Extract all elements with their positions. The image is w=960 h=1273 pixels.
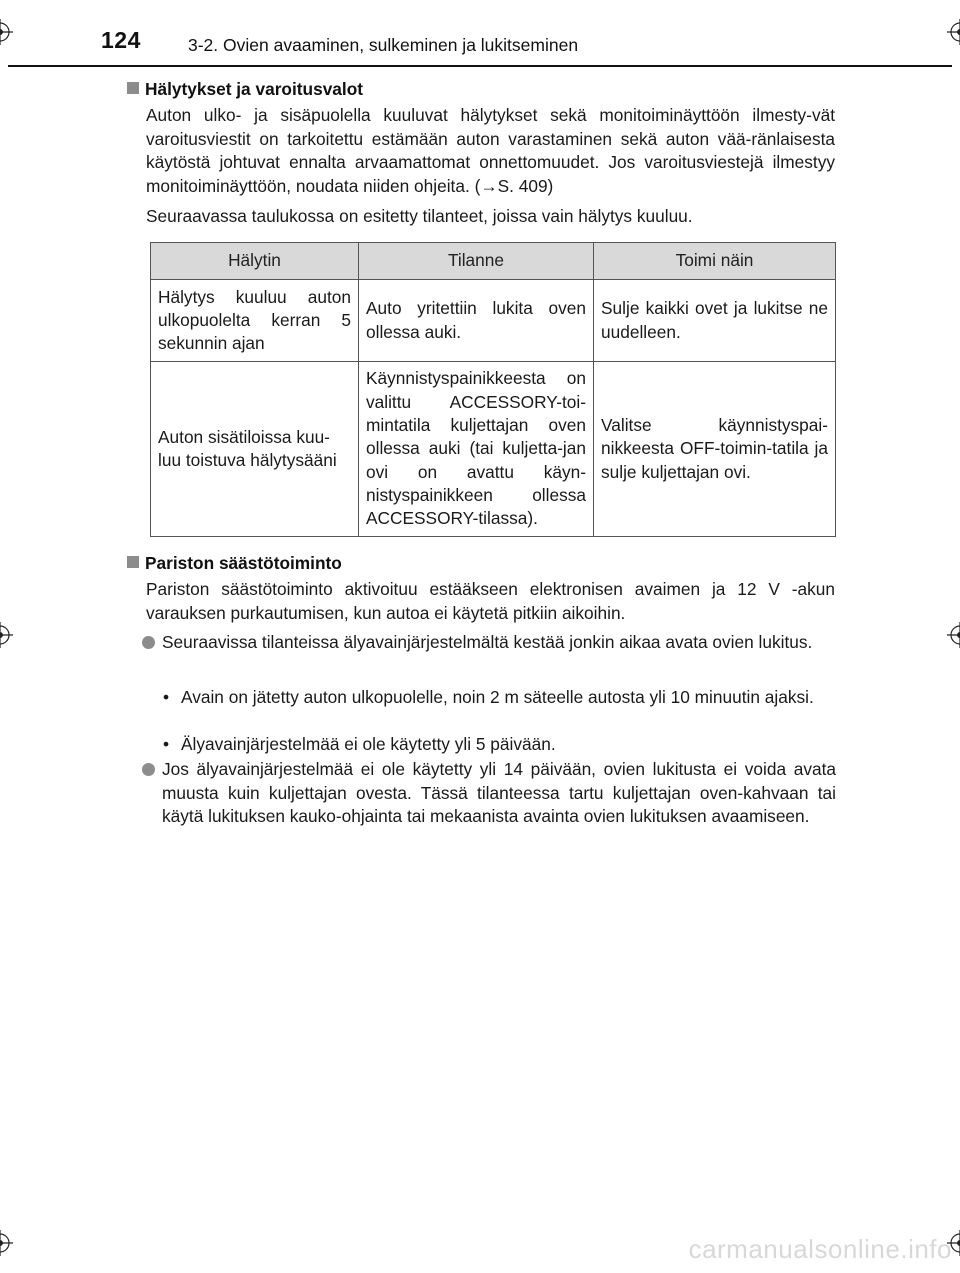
- section-heading-battery: [127, 553, 342, 574]
- registration-mark-icon: [947, 19, 960, 45]
- list-item: [142, 758, 836, 829]
- table-row: [151, 362, 836, 537]
- table-header-row: [151, 243, 836, 280]
- table-header-cell: Toimi näin: [594, 243, 836, 280]
- section-heading-alarms: [127, 79, 363, 100]
- bullet-marker: •: [163, 687, 170, 707]
- sub-list-item-text: Älyavainjärjestelmää ei ole käytetty yli 5 päivään.: [181, 734, 556, 754]
- bullet-marker: •: [163, 734, 170, 754]
- list-item-text: Jos älyavainjärjestelmää ei ole käytetty yli 14 päivään, ovien lukitusta ei voida avata muusta kuin kuljettajan ovesta. Tässä tilanteessa tartu kuljettajan oven-kahvaan tai käytä lukituksen kauko-ohjainta tai mekaanista avainta ovien lukituksen avaamiseen.: [162, 759, 836, 826]
- table-header-cell: Hälytin: [151, 243, 359, 280]
- table-cell: Hälytys kuuluu auton ulkopuolelta kerran 5 sekunnin ajan: [151, 280, 359, 362]
- page-number: 124: [101, 27, 141, 53]
- registration-mark-icon: [0, 19, 13, 45]
- list-item: [142, 631, 836, 655]
- registration-mark-icon: [947, 622, 960, 648]
- square-bullet-icon: [127, 556, 139, 568]
- table-intro-paragraph: Seuraavassa taulukossa on esitetty tilanteet, joissa vain hälytys kuuluu.: [146, 206, 693, 226]
- sub-list-item: [163, 733, 835, 757]
- circle-bullet-icon: [142, 763, 155, 776]
- table-cell: Valitse käynnistyspai-nikkeesta OFF-toimin-tatila ja sulje kuljettajan ovi.: [594, 362, 836, 537]
- section-heading-text: Hälytykset ja varoitusvalot: [145, 79, 364, 99]
- sub-list-item-text: Avain on jätetty auton ulkopuolelle, noin 2 m säteelle autosta yli 10 minuutin ajaksi.: [181, 687, 814, 707]
- table-cell: Sulje kaikki ovet ja lukitse ne uudelleen.: [594, 280, 836, 362]
- watermark: carmanualsonline.info: [688, 1234, 952, 1264]
- sub-list-item: [163, 686, 835, 710]
- table-cell: Käynnistyspainikkeesta on valittu ACCESSORY-toi-mintatila kuljettajan oven ollessa auki (tai kuljetta-jan ovi on avattu käyn-nistyspainikkeen ollessa ACCESSORY-tilassa).: [359, 362, 594, 537]
- chapter-title: 3-2. Ovien avaaminen, sulkeminen ja lukitseminen: [188, 35, 579, 55]
- alarm-table: [150, 242, 836, 537]
- circle-bullet-icon: [142, 636, 155, 649]
- square-bullet-icon: [127, 82, 139, 94]
- section-heading-text: Pariston säästötoiminto: [145, 553, 342, 573]
- registration-mark-icon: [0, 622, 13, 648]
- list-item-text: Seuraavissa tilanteissa älyavainjärjestelmältä kestää jonkin aikaa avata ovien lukitus.: [162, 632, 813, 652]
- table-cell: Auton sisätiloissa kuu-luu toistuva hälytysääni: [151, 362, 359, 537]
- header-divider: [8, 65, 952, 67]
- table-header-cell: Tilanne: [359, 243, 594, 280]
- alarms-paragraph: Auton ulko- ja sisäpuolella kuuluvat hälytykset sekä monitoiminäyttöön ilmesty-vät varoitusviestit on tarkoitettu estämään auton varastaminen sekä auton vää-ränlaisesta käytöstä johtuvat ennalta arvaamattomat onnettomuudet. Jos varoitusviestejä ilmestyy monitoiminäyttöön, noudata niiden ohjeita. (→S. 409): [146, 105, 835, 196]
- battery-paragraph: Pariston säästötoiminto aktivoituu estääkseen elektronisen avaimen ja 12 V -akun varauksen purkautumisen, kun autoa ei käytetä pitkiin aikoihin.: [146, 579, 835, 623]
- registration-mark-icon: [0, 1230, 13, 1256]
- table-row: [151, 280, 836, 362]
- table-cell: Auto yritettiin lukita oven ollessa auki.: [359, 280, 594, 362]
